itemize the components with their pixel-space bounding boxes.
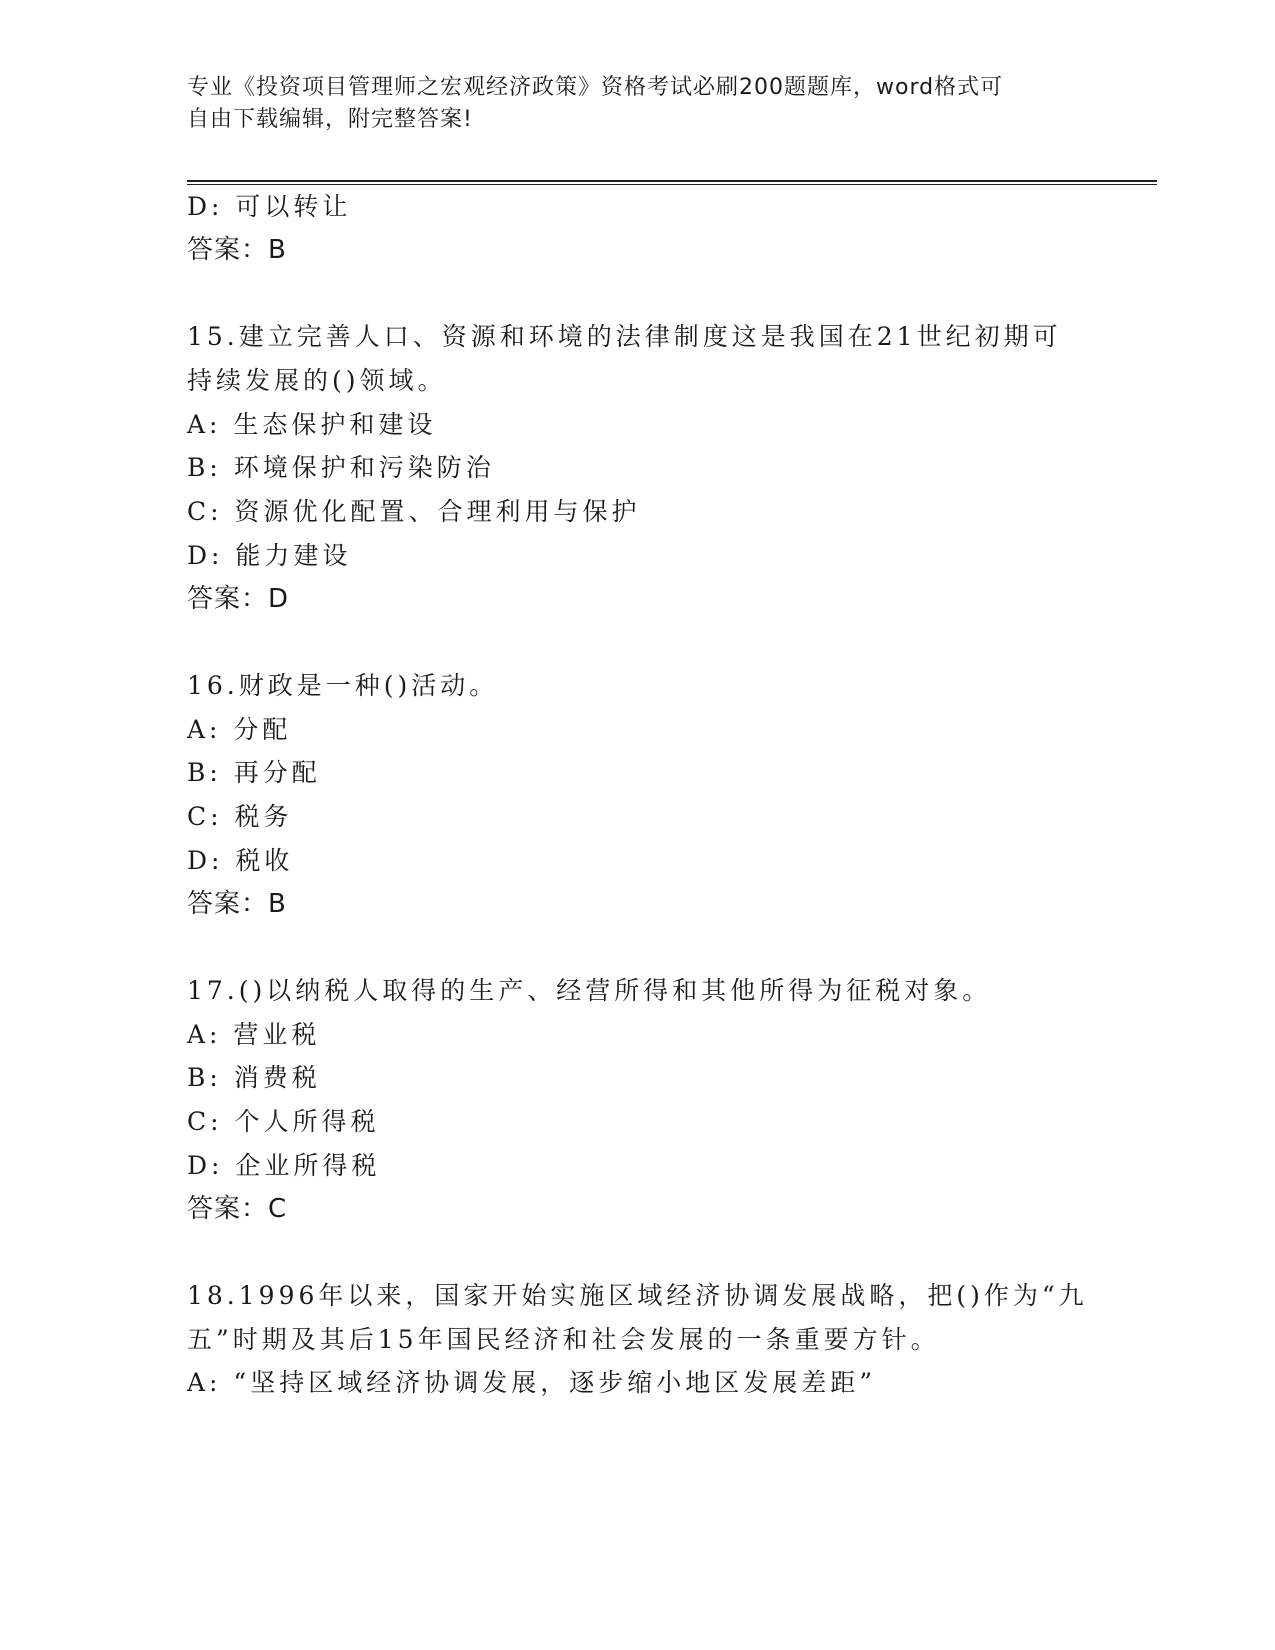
document-header [187, 72, 1087, 136]
option-a: A: 分配 [187, 715, 292, 744]
question-stem: 17.()以纳税人取得的生产、经营所得和其他所得为征税对象。 [187, 976, 992, 1005]
fragment-answer: 答案：B [187, 235, 287, 265]
answer: 答案：C [187, 1194, 288, 1224]
fragment-option-d: D: 可以转让 [187, 192, 352, 221]
option-b: B: 消费税 [187, 1063, 321, 1092]
option-d: D: 税收 [187, 846, 294, 875]
option-d: D: 企业所得税 [187, 1151, 381, 1180]
question-stem: 18.1996年以来，国家开始实施区域经济协调发展战略，把()作为“九 [187, 1281, 1088, 1310]
answer: 答案：B [187, 889, 287, 919]
question-stem: 持续发展的()领域。 [187, 366, 447, 395]
question-stem: 五”时期及其后15年国民经济和社会发展的一条重要方针。 [187, 1325, 940, 1354]
header-line-2: 自由下载编辑，附完整答案! [187, 107, 473, 132]
answer: 答案：D [187, 584, 290, 614]
option-d: D: 能力建设 [187, 541, 352, 570]
option-a: A: 生态保护和建设 [187, 410, 437, 439]
option-b: B: 再分配 [187, 758, 321, 787]
option-a: A: “坚持区域经济协调发展，逐步缩小地区发展差距” [187, 1368, 876, 1397]
option-c: C: 税务 [187, 802, 293, 831]
header-rule-thin [187, 184, 1157, 185]
question-stem: 15.建立完善人口、资源和环境的法律制度这是我国在21世纪初期可 [187, 322, 1062, 351]
header-line-1: 专业《投资项目管理师之宏观经济政策》资格考试必刷200题题库，word格式可 [187, 75, 1004, 100]
option-a: A: 营业税 [187, 1020, 321, 1049]
question-stem: 16.财政是一种()活动。 [187, 671, 499, 700]
option-c: C: 资源优化配置、合理利用与保护 [187, 497, 641, 526]
option-c: C: 个人所得税 [187, 1107, 380, 1136]
option-b: B: 环境保护和污染防治 [187, 453, 495, 482]
header-rule-thick [187, 180, 1157, 182]
